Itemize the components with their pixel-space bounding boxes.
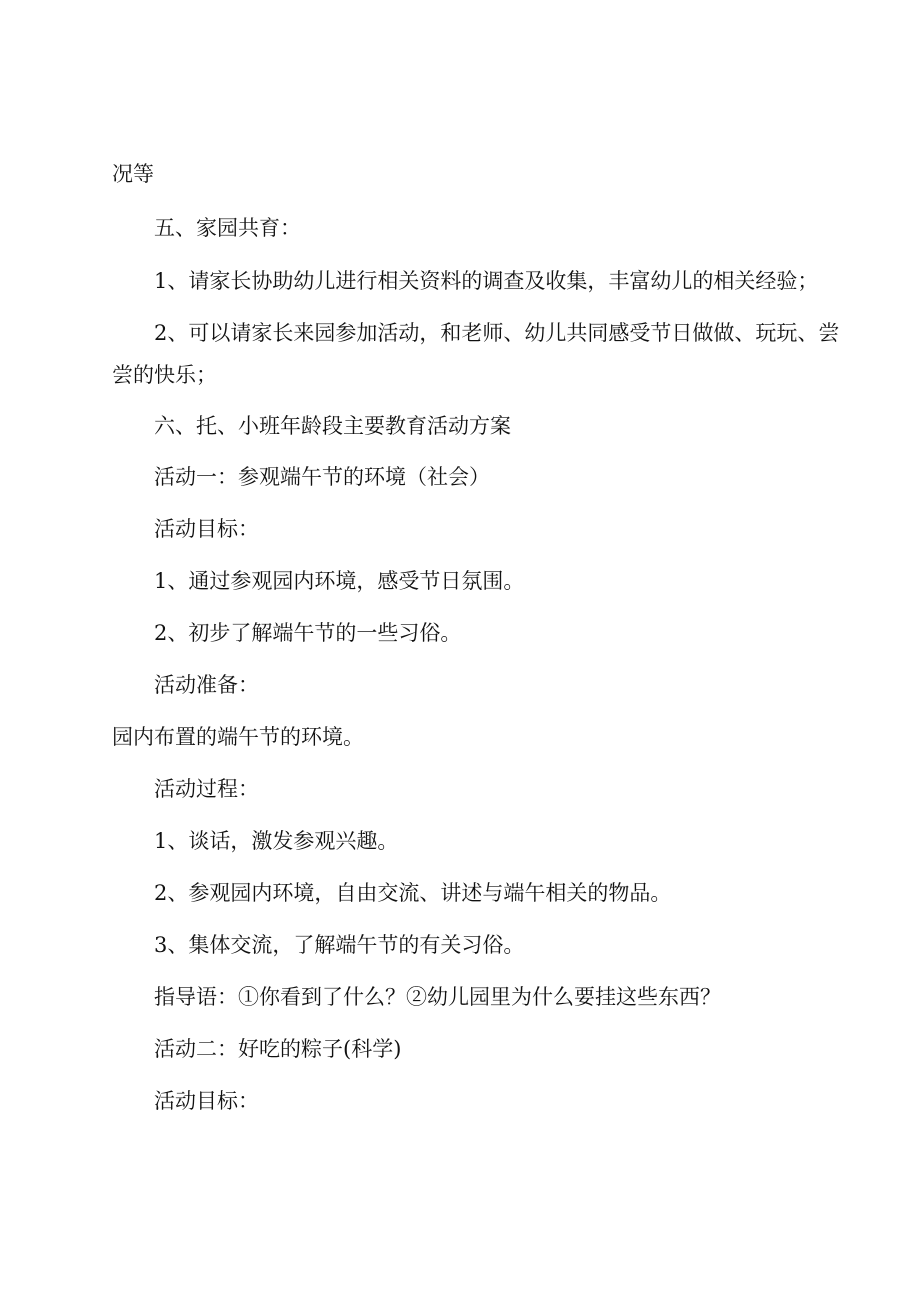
list-item: 1、通过参观园内环境，感受节日氛围。 xyxy=(154,569,525,593)
activity-title: 活动一：参观端午节的环境（社会） xyxy=(154,465,490,489)
list-item: 2、参观园内环境，自由交流、讲述与端午相关的物品。 xyxy=(154,881,672,905)
subheading-preparation: 活动准备： xyxy=(154,673,259,697)
guidance-text: 指导语：①你看到了什么？②幼儿园里为什么要挂这些东西？ xyxy=(154,985,721,1009)
activity-title: 活动二：好吃的粽子(科学) xyxy=(154,1037,402,1061)
subheading-goals: 活动目标： xyxy=(154,517,259,541)
paragraph: 园内布置的端午节的环境。 xyxy=(112,725,364,749)
subheading-goals: 活动目标： xyxy=(154,1089,259,1113)
list-item: 1、谈话，激发参观兴趣。 xyxy=(154,829,399,853)
list-item: 2、初步了解端午节的一些习俗。 xyxy=(154,621,462,645)
section-heading-home-school: 五、家园共育： xyxy=(154,216,301,240)
list-item: 3、集体交流，了解端午节的有关习俗。 xyxy=(154,933,525,957)
subheading-process: 活动过程： xyxy=(154,777,259,801)
list-item: 1、请家长协助幼儿进行相关资料的调查及收集，丰富幼儿的相关经验； xyxy=(154,269,819,293)
text-line-continuation: 况等 xyxy=(112,162,154,186)
section-heading-activity-plans: 六、托、小班年龄段主要教育活动方案 xyxy=(154,414,511,438)
text-line-continuation: 尝的快乐； xyxy=(112,363,217,387)
list-item: 2、可以请家长来园参加活动，和老师、幼儿共同感受节日做做、玩玩、尝 xyxy=(154,321,840,345)
